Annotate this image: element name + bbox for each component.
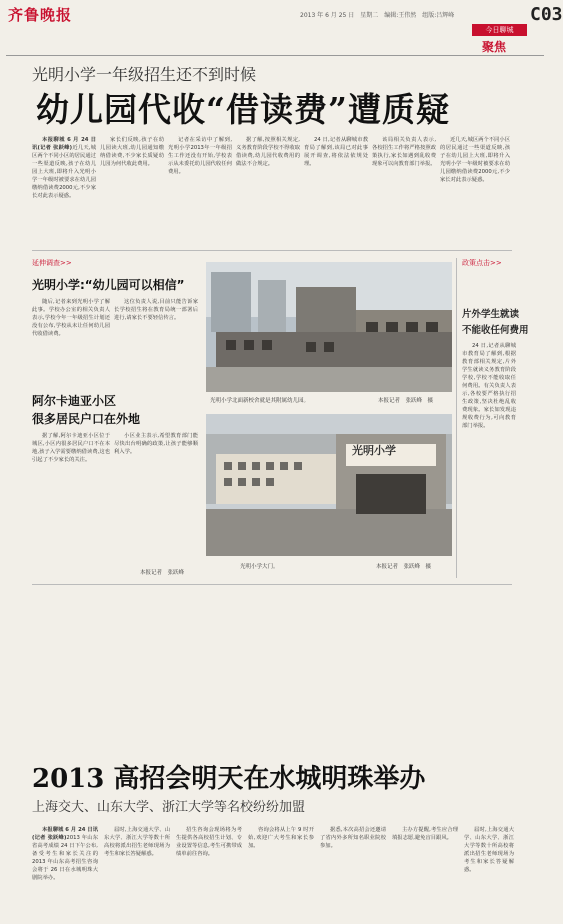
story1-col1: [32, 136, 96, 244]
story1-col5: [304, 136, 368, 244]
box-left2-colB: [114, 432, 198, 566]
photo1-caption: 光明小学北面新校舍就是其附属幼儿园。: [210, 398, 310, 404]
story2-colG-text: 届时,上海交通大学、山东大学、浙江大学等数十所高校将派出招生老师现场为考生和家长答疑解惑。: [464, 827, 514, 873]
photo-kindergarten: [206, 262, 452, 392]
dateline: 2013 年 6 月 25 日 星期二 编辑:王伟然 组版:吕辉峰: [300, 12, 455, 19]
story1-col7-text: 近几天,城区两个不同小区的居民通过一些渠道反映,孩子在幼儿园上大班,即将升入光明小学一年级时被要求在幼儿园缴纳借读费2000元,不少家长对此表示疑惑。: [440, 137, 510, 183]
story2-colG: [464, 826, 514, 886]
story1-col6-text: 该局相关负责人表示,各校招生工作将严格按照政策执行,家长如遇到乱收费现象可以向教育部门举报。: [372, 137, 436, 167]
newspaper-logo: 齐鲁晚报: [8, 6, 73, 24]
page-number: C03: [530, 4, 563, 25]
masthead-rule: [6, 55, 544, 56]
photo2-caption: 光明小学大门。: [240, 564, 279, 570]
story1-col2-text: 家长们反映,孩子在幼儿园读大班,幼儿园通知缴纳借读费,不少家长质疑幼儿园为何代收此费用。: [100, 137, 164, 167]
photo2-credit: 本报记者 张跃峰 摄: [376, 564, 432, 570]
story2-colC-text: 招生咨询会现场将为考生提供各高校招生计划、专业设置等信息,考生可携带成绩单前往咨询。: [176, 827, 242, 857]
story2-colC: [176, 826, 242, 886]
story2-colF-text: 主办方提醒,考生应合理填报志愿,避免盲目跟风。: [392, 827, 458, 841]
photo1-credit: 本报记者 张跃峰 摄: [378, 398, 434, 404]
story2-colD: [248, 826, 314, 886]
box-left-colB: [114, 298, 198, 386]
story1-col2: [100, 136, 164, 244]
story1-col6: [372, 136, 436, 244]
story2-colB: [104, 826, 170, 886]
box-left-colB-text: 这位负责人说,目前只能告诉家长学校招生将在教育局统一部署后进行,请家长不要轻信传言。: [114, 299, 198, 321]
photo-school-gate: [206, 414, 452, 556]
box-left2-title-line2: 很多居民户口在外地: [32, 412, 141, 426]
box-left-colA-text: 随后,记者来到光明小学了解此事。学校办公室的相关负责人表示,学校今年一年级招生计划还没有公布,学校从未让任何幼儿园代收借读费。: [32, 299, 110, 337]
story1-lead-tag: 本报聊城 6 月 24 日讯(记者 张跃峰): [32, 137, 96, 151]
box-right-tag: 政策点击>>: [462, 259, 502, 267]
box-left2-credit: 本报记者 张跃峰: [140, 570, 185, 576]
section-divider: [32, 250, 512, 251]
box-right-title-line2: 不能收任何费用: [462, 325, 529, 336]
box-left-colA: [32, 298, 110, 386]
story1-col5-text: 24 日,记者从聊城市教育局了解到,该局已对此事展开调查,将依法依规处理。: [304, 137, 368, 167]
story1-col3-text: 记者在采访中了解到,光明小学2013年一年级招生工作还没有开始,学校表示从未委托幼儿园代收任何费用。: [168, 137, 232, 175]
story2-colE-text: 据悉,本次高招会还邀请了省内外多所知名职业院校参加。: [320, 827, 386, 849]
box-left-title: 光明小学:“幼儿园可以相信”: [32, 278, 185, 292]
photo-kindergarten-image: [206, 262, 452, 392]
story2-colB-text: 届时,上海交通大学、山东大学、浙江大学等数十所高校将派出招生老师现场为考生和家长答疑解惑。: [104, 827, 170, 857]
story1-subtitle: 光明小学一年级招生还不到时候: [32, 65, 257, 84]
story2-colE: [320, 826, 386, 886]
story2-subtitle: 上海交大、山东大学、浙江大学等名校纷纷加盟: [32, 800, 306, 815]
box-left2-title-line1: 阿尔卡迪亚小区: [32, 394, 117, 408]
story1-headline: 幼儿园代收“借读费”遭质疑: [36, 90, 450, 129]
box-right-body: [462, 342, 516, 574]
section-label: 聚焦: [482, 40, 507, 54]
story1-col4: [236, 136, 300, 244]
box-right-title-line1: 片外学生就读: [462, 309, 520, 320]
box-right-body-text: 24 日,记者从聊城市教育局了解到,根据教育部相关规定,片外学生就读义务教育阶段学校,学校不能收取任何费用。有关负责人表示,各校要严格执行招生政策,坚决杜绝乱收费现象。家长如发现违规收费行为,可向教育部门举报。: [462, 343, 516, 429]
box-left2-colA-text: 据了解,阿尔卡迪亚小区位于城区,小区内很多居民户口不在本地,孩子入学需要缴纳借读费,这也引起了不少家长的关注。: [32, 433, 110, 463]
story2-colD-text: 咨询会将从上午 9 时开始,欢迎广大考生和家长参加。: [248, 827, 314, 849]
section-divider-2: [32, 584, 512, 585]
box-left2-colB-text: 小区业主表示,希望教育部门能尽快出台明确的政策,让孩子能够顺利入学。: [114, 433, 198, 455]
story2-lead-tag: 本报聊城 6 月 24 日讯(记者 张跃峰): [32, 827, 98, 841]
story2-colF: [392, 826, 458, 886]
photo-school-gate-image: [206, 414, 452, 556]
story1-col7: [440, 136, 510, 244]
school-gate-sign: 光明小学: [352, 444, 396, 457]
box-left2-colA: [32, 432, 110, 578]
page-section-box: 今日聊城: [472, 24, 527, 36]
story1-col1-text: 近几天,城区两个不同小区的居民通过一些渠道反映,孩子在幼儿园上大班,即将升入光明小学一年级时被要求在幼儿园缴纳借读费2000元,不少家长对此表示疑惑。: [32, 145, 97, 199]
story1-col3: [168, 136, 232, 244]
story1-col4-text: 据了解,按照相关规定,义务教育阶段学校不得收取借读费,幼儿园代收费用的做法不合规定。: [236, 137, 300, 167]
story2-colA: [32, 826, 98, 886]
right-box-divider: [456, 258, 457, 578]
story2-colA-text: 2013 年山东省高考成绩 24 日下午公布,备受考生和家长关注的 2013 年山东高考招生咨询会将于 26 日在水城明珠大剧院举办。: [32, 835, 99, 881]
box-left-tag: 延伸调查>>: [32, 259, 72, 267]
story2-headline: 2013 高招会明天在水城明珠举办: [32, 764, 426, 794]
